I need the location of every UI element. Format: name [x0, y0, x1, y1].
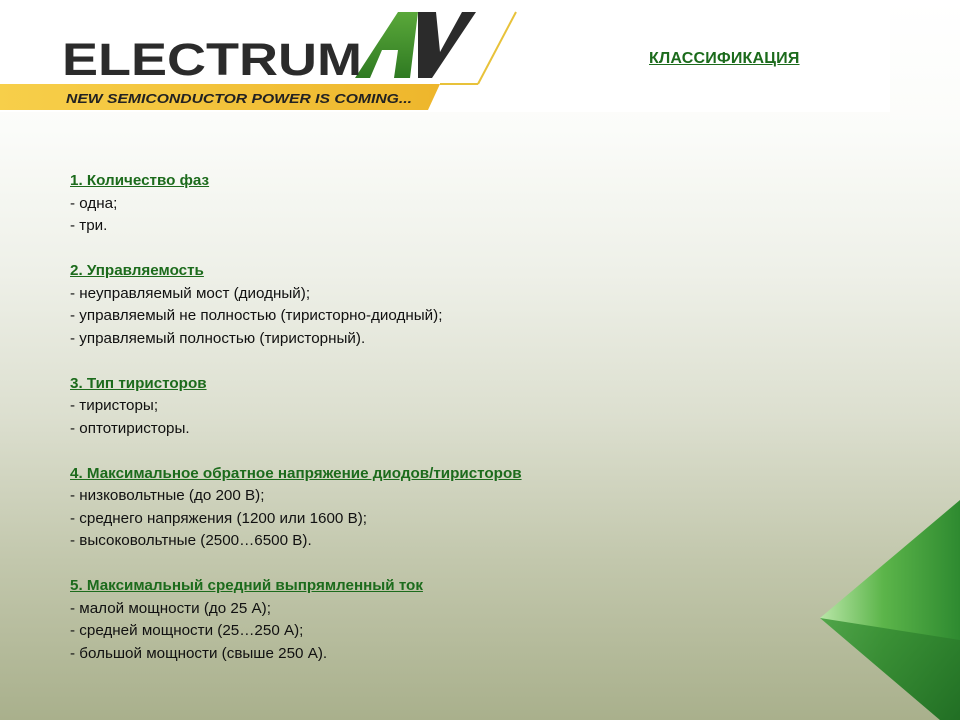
- electrum-av-logo: [0, 0, 530, 112]
- list-item: - неуправляемый мост (диодный);: [70, 284, 311, 302]
- section-rectified-current: [70, 575, 850, 665]
- logo-tagline: NEW SEMICONDUCTOR POWER IS COMING...: [66, 92, 412, 106]
- page-title: КЛАССИФИКАЦИЯ: [649, 50, 800, 67]
- section-heading: 4. Максимальное обратное напряжение диодов/тиристоров: [70, 464, 522, 482]
- list-item: - высоковольтные (2500…6500 В).: [70, 532, 312, 549]
- list-item: - тиристоры;: [70, 397, 159, 414]
- list-item: - средней мощности (25…250 А);: [70, 622, 304, 639]
- section-thyristor-type: [70, 373, 850, 441]
- list-item: - низковольтные (до 200 В);: [70, 487, 265, 504]
- section-phase-count: [70, 170, 850, 238]
- list-item: - управляемый не полностью (тиристорно-диодный);: [70, 307, 443, 324]
- brand-name: ELECTRUM: [62, 34, 362, 85]
- section-heading: 1. Количество фаз: [70, 172, 210, 189]
- classification-list: [70, 170, 850, 688]
- list-item: - большой мощности (свыше 250 А).: [70, 644, 328, 662]
- list-item: - среднего напряжения (1200 или 1600 В);: [70, 509, 368, 527]
- section-heading: 5. Максимальный средний выпрямленный ток: [70, 577, 423, 594]
- list-item: - управляемый полностью (тиристорный).: [70, 329, 366, 347]
- list-item: - малой мощности (до 25 А);: [70, 599, 271, 617]
- list-item: - оптотиристоры.: [70, 419, 190, 437]
- list-item: - три.: [70, 217, 108, 234]
- corner-decoration: [820, 480, 960, 720]
- list-item: - одна;: [70, 194, 118, 212]
- section-heading: 3. Тип тиристоров: [70, 374, 207, 392]
- section-heading: 2. Управляемость: [70, 262, 204, 279]
- section-reverse-voltage: [70, 463, 850, 553]
- section-controllability: [70, 260, 850, 350]
